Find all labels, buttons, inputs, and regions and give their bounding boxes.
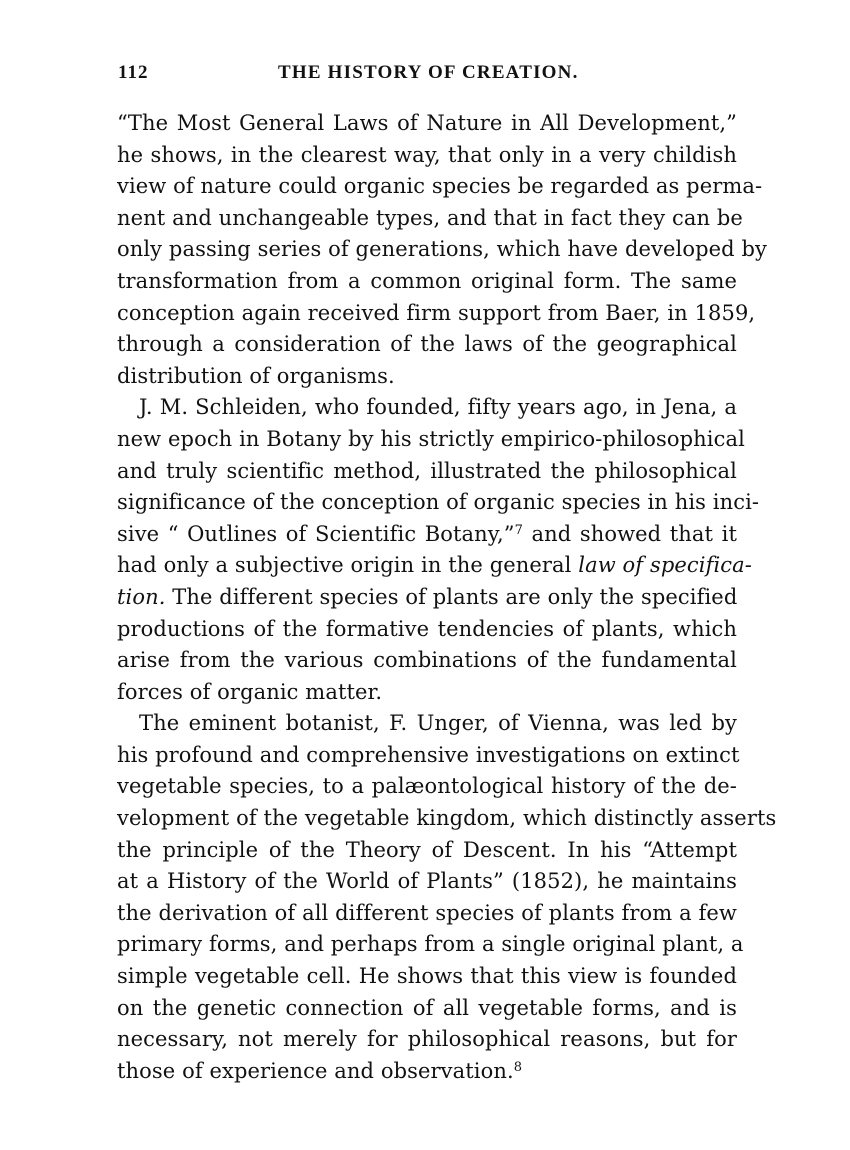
text-line: on the genetic connection of all vegetable forms, and is xyxy=(117,995,737,1020)
text-line: he shows, in the clearest way, that only in a very childish xyxy=(117,142,737,167)
running-head xyxy=(118,62,738,88)
page-number: 112 xyxy=(118,62,149,83)
text-line-composite xyxy=(117,1056,737,1088)
text-line: his profound and comprehensive investigations on extinct xyxy=(117,742,740,767)
body-text xyxy=(117,108,777,1087)
text-fragment: had only a subjective origin in the general xyxy=(117,553,579,578)
footnote-reference: 8 xyxy=(513,1059,523,1075)
text-fragment: sive “ Outlines of Scientific Botany,” xyxy=(117,521,515,546)
text-line: nent and unchangeable types, and that in fact they can be xyxy=(117,205,743,230)
text-fragment: and showed that it xyxy=(522,521,737,546)
text-line: view of nature could organic species be regarded as perma- xyxy=(117,174,763,199)
text-line: J. M. Schleiden, who founded, fifty years ago, in Jena, a xyxy=(139,395,737,420)
text-fragment: those of experience and observation. xyxy=(117,1058,514,1083)
text-line: the derivation of all different species of plants from a few xyxy=(117,900,737,925)
text-line-composite xyxy=(117,550,752,582)
text-line: conception again received firm support from Baer, in 1859, xyxy=(117,300,756,325)
text-line: transformation from a common original form. The same xyxy=(117,268,737,293)
text-line: productions of the formative tendencies of plants, which xyxy=(117,616,737,641)
text-line: primary forms, and perhaps from a single original plant, a xyxy=(117,932,744,957)
running-title: THE HISTORY OF CREATION. xyxy=(278,62,579,83)
text-line-composite xyxy=(117,519,737,551)
text-line: “The Most General Laws of Nature in All Development,” xyxy=(117,111,737,135)
text-line: velopment of the vegetable kingdom, which distinctly asserts xyxy=(117,806,777,831)
text-line: new epoch in Botany by his strictly empirico-philosophical xyxy=(117,426,745,451)
text-fragment: The different species of plants are only the specified xyxy=(165,584,738,609)
text-line: and truly scientific method, illustrated the philosophical xyxy=(117,458,737,483)
text-line: vegetable species, to a palæontological history of the de- xyxy=(117,774,737,799)
text-line: arise from the various combinations of the fundamental xyxy=(117,648,737,673)
text-line: The eminent botanist, F. Unger, of Vienna, was led by xyxy=(139,711,737,736)
italic-text: tion. xyxy=(117,584,166,609)
text-line: significance of the conception of organic species in his inci- xyxy=(117,490,760,515)
text-line: simple vegetable cell. He shows that this view is founded xyxy=(117,964,737,989)
italic-text: law of specifica- xyxy=(578,553,752,578)
text-line: forces of organic matter. xyxy=(117,679,383,704)
footnote-reference: 7 xyxy=(514,522,523,538)
text-line: necessary, not merely for philosophical reasons, but for xyxy=(117,1027,737,1052)
text-line: only passing series of generations, which have developed by xyxy=(117,237,767,262)
text-line-composite xyxy=(117,582,737,614)
text-line: the principle of the Theory of Descent. In his “Attempt xyxy=(117,837,737,862)
text-line: at a History of the World of Plants” (1852), he maintains xyxy=(117,869,737,894)
text-line: distribution of organisms. xyxy=(117,363,395,388)
text-line: through a consideration of the laws of the geographical xyxy=(117,332,737,357)
